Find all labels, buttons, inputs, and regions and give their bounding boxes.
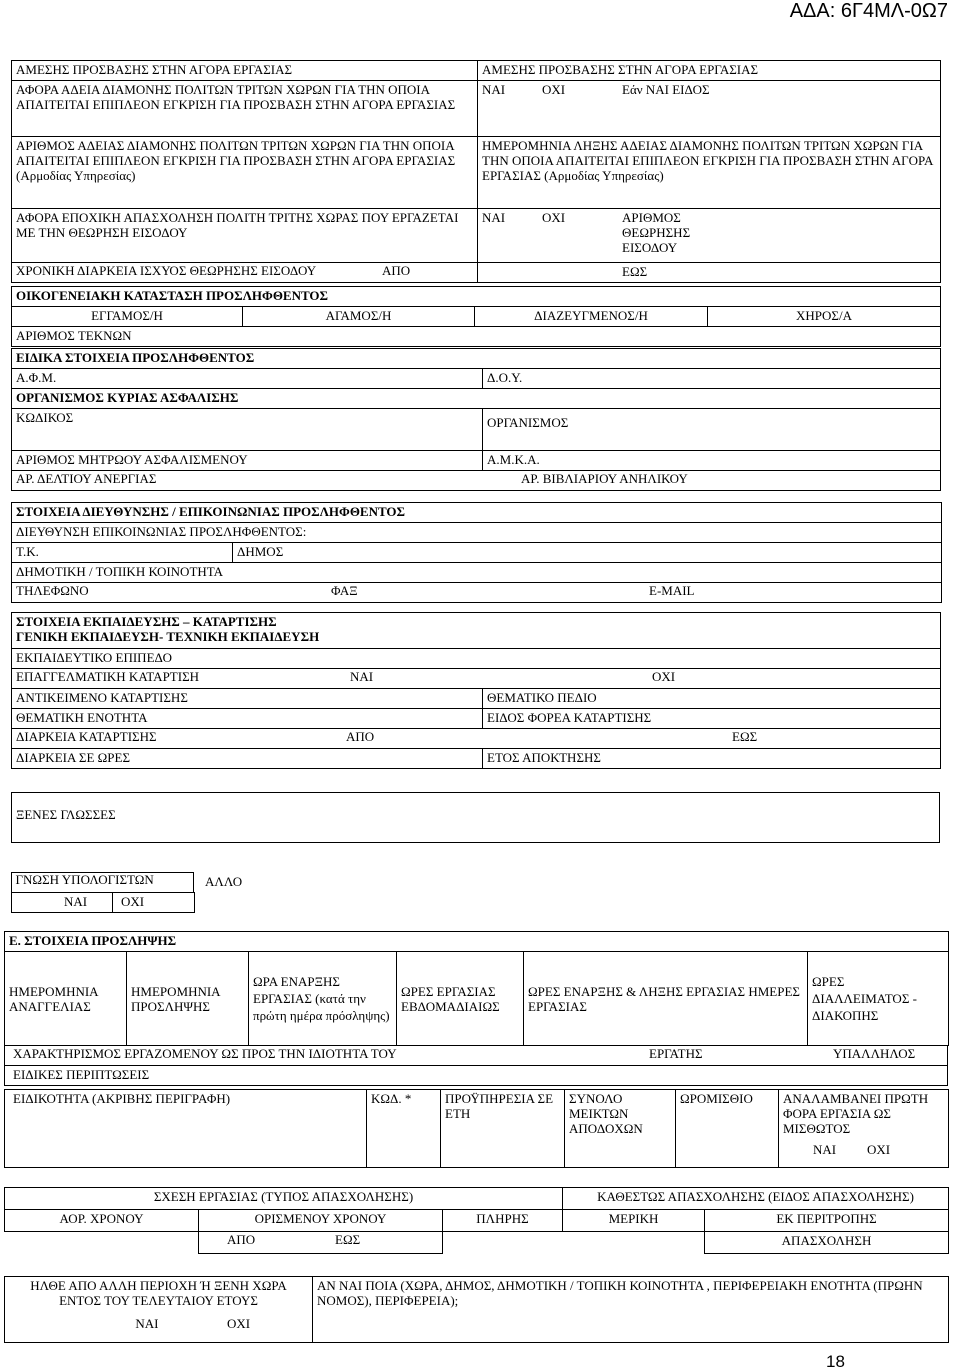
contact-address-label: ΔΙΕΥΘΥΝΣΗ ΕΠΙΚΟΙΝΩΝΙΑΣ ΠΡΟΣΛΗΦΘΕΝΤΟΣ: [12, 523, 942, 543]
specialty-label: ΕΙΔΙΚΟΤΗΤΑ (ΑΚΡΙΒΗΣ ΠΕΡΙΓΡΑΦΗ) [5, 1090, 367, 1168]
which-label: ΑΝ ΝΑΙ ΠΟΙΑ (ΧΩΡΑ, ΔΗΜΟΣ, ΔΗΜΟΤΙΚΗ / ΤΟΠΙΚΗ ΚΟΙΝΟΤΗΤΑ , ΠΕΡΙΦΕΡΕΙΑΚΗ ΕΝΟΤΗΤΑ (ΠΡΩΗΝ ΝΟΜΟΣ), ΠΕΡΙΦΕΡΕΙΑ); [313, 1277, 949, 1343]
specialty-table [4, 1089, 949, 1168]
break-label: ΩΡΕΣ ΔΙΑΛΛΕΙΜΑΤΟΣ - ΔΙΑΚΟΠΗΣ [808, 952, 949, 1046]
computer-yes[interactable]: ΝΑΙ [64, 893, 88, 909]
widowed-option[interactable]: ΧΗΡΟΣ/Α [708, 307, 941, 327]
minor-book-label: ΑΡ. ΒΙΒΛΙΑΡΙΟΥ ΑΝΗΛΙΚΟΥ [521, 471, 688, 486]
fixed-to: ΕΩΣ [335, 1232, 361, 1247]
duration-to: ΕΩΣ [732, 729, 758, 744]
hours-label: ΔΙΑΡΚΕΙΑ ΣΕ ΩΡΕΣ [12, 749, 483, 769]
indefinite-option[interactable]: ΑΟΡ. ΧΡΟΝΟΥ [5, 1210, 199, 1232]
registry-label: ΑΡΙΘΜΟΣ ΜΗΤΡΩΟΥ ΑΣΦΑΛΙΣΜΕΝΟΥ [12, 451, 483, 471]
vocational-yes[interactable]: ΝΑΙ [350, 669, 374, 684]
came-from-no[interactable]: ΟΧΙ [226, 1316, 251, 1331]
children-label: ΑΡΙΘΜΟΣ ΤΕΚΝΩΝ [12, 327, 941, 347]
special-title: ΕΙΔΙΚΑ ΣΤΟΙΧΕΙΑ ΠΡΟΣΛΗΦΘΕΝΤΟΣ [12, 349, 941, 369]
afm-label: Α.Φ.Μ. [12, 369, 483, 389]
employment-table [4, 1187, 949, 1254]
address-title: ΣΤΟΙΧΕΙΑ ΔΙΕΥΘΥΝΣΗΣ / ΕΠΙΚΟΙΝΩΝΙΑΣ ΠΡΟΣΛΗΦΘΕΝΤΟΣ [12, 503, 942, 523]
duration-from: ΑΠΟ [346, 729, 375, 744]
address-table [11, 502, 942, 603]
unit-label: ΘΕΜΑΤΙΚΗ ΕΝΟΤΗΤΑ [12, 709, 483, 729]
total-pay-label: ΣΥΝΟΛΟ ΜΕΙΚΤΩΝ ΑΠΟΔΟΧΩΝ [565, 1090, 676, 1168]
education-level-label: ΕΚΠΑΙΔΕΥΤΙΚΟ ΕΠΙΠΕΔΟ [12, 649, 941, 669]
divorced-option[interactable]: ΔΙΑΖΕΥΓΜΕΝΟΣ/Η [475, 307, 708, 327]
email-label: E-MAIL [649, 583, 695, 598]
vocational-label: ΕΠΑΓΓΕΛΜΑΤΙΚΗ ΚΑΤΑΡΤΙΣΗ [16, 669, 200, 684]
phone-label: ΤΗΛΕΦΩΝΟ [16, 583, 89, 598]
education-table [11, 612, 941, 769]
visa-to: ΕΩΣ [622, 264, 648, 279]
insurance-title: ΟΡΓΑΝΙΣΜΟΣ ΚΥΡΙΑΣ ΑΣΦΑΛΙΣΗΣ [12, 389, 941, 409]
special-cases-label: ΕΙΔΙΚΕΣ ΠΕΡΙΠΤΩΣΕΙΣ [5, 1066, 948, 1086]
family-title: ΟΙΚΟΓΕΝΕΙΑΚΗ ΚΑΤΑΣΤΑΣΗ ΠΡΟΣΛΗΦΘΕΝΤΟΣ [12, 287, 941, 307]
visa-number-label: ΑΡΙΘΜΟΣ ΘΕΩΡΗΣΗΣ ΕΙΣΟΔΟΥ [622, 210, 691, 255]
computer-no[interactable]: ΟΧΙ [121, 893, 145, 909]
hourly-label: ΩΡΟΜΙΣΘΙΟ [676, 1090, 779, 1168]
experience-label: ΠΡΟΫΠΗΡΕΣΙΑ ΣΕ ΕΤΗ [441, 1090, 565, 1168]
code-label: ΚΩΔ. * [367, 1090, 441, 1168]
full-option[interactable]: ΠΛΗΡΗΣ [443, 1210, 563, 1232]
announce-date-label: ΗΜΕΡΟΜΗΝΙΑ ΑΝΑΓΓΕΛΙΑΣ [5, 952, 127, 1046]
first-job-no[interactable]: ΟΧΙ [867, 1142, 891, 1157]
access-label: ΑΜΕΣΗΣ ΠΡΟΣΒΑΣΗΣ ΣΤΗΝ ΑΓΟΡΑ ΕΡΓΑΣΙΑΣ [12, 61, 478, 81]
first-job-label: ΑΝΑΛΑΜΒΑΝΕΙ ΠΡΩΤΗ ΦΟΡΑ ΕΡΓΑΣΙΑ ΩΣ ΜΙΣΘΩΤΟΣ [783, 1091, 929, 1136]
municipality-label: ΔΗΜΟΣ [233, 543, 942, 563]
hiring-title: Ε. ΣΤΟΙΧΕΙΑ ΠΡΟΣΛΗΨΗΣ [5, 932, 949, 952]
permit-expiry-label: ΗΜΕΡΟΜΗΝΙΑ ΛΗΞΗΣ ΑΔΕΙΑΣ ΔΙΑΜΟΝΗΣ ΠΟΛΙΤΩΝ ΤΡΙΤΩΝ ΧΩΡΩΝ ΓΙΑ ΤΗΝ ΟΠΟΙΑ ΑΠΑΙΤΕΙΤΑΙ ΕΠΙΠΛΕΟΝ ΕΓΚΡΙΣΗ ΓΙΑ ΠΡΟΣΒΑΣΗ ΣΤΗΝ ΑΓΟΡΑ ΕΡΓΑΣΙΑΣ (Αρμοδίας Υπηρεσίας) [478, 137, 941, 209]
weekly-hours-label: ΩΡΕΣ ΕΡΓΑΣΙΑΣ ΕΒΔΟΜΑΔΙΑΙΩΣ [397, 952, 524, 1046]
seasonal-label: ΑΦΟΡΑ ΕΠΟΧΙΚΗ ΑΠΑΣΧΟΛΗΣΗ ΠΟΛΙΤΗ ΤΡΙΤΗΣ ΧΩΡΑΣ ΠΟΥ ΕΡΓΑΖΕΤΑΙ ΜΕ ΤΗΝ ΘΕΩΡΗΣΗ ΕΙΣΟΔΟΥ [12, 209, 478, 263]
origin-table [4, 1276, 949, 1343]
if-yes-label: Εάν ΝΑΙ ΕΙΔΟΣ [622, 82, 710, 97]
seasonal-yes[interactable]: ΝΑΙ [482, 210, 506, 225]
access-table [11, 60, 941, 283]
insurance-code-label: ΚΩΔΙΚΟΣ [12, 409, 483, 451]
fixed-option[interactable]: ΟΡΙΣΜΕΝΟΥ ΧΡΟΝΟΥ [199, 1210, 443, 1232]
came-from-yes[interactable]: ΝΑΙ [135, 1316, 159, 1331]
seasonal-no[interactable]: ΟΧΙ [542, 210, 566, 225]
languages-table [11, 792, 940, 843]
fax-label: ΦΑΞ [331, 583, 358, 598]
unemployment-label: ΑΡ. ΔΕΛΤΙΟΥ ΑΝΕΡΓΙΑΣ [16, 471, 157, 486]
status-label: ΚΑΘΕΣΤΩΣ ΑΠΑΣΧΟΛΗΣΗΣ (ΕΙΔΟΣ ΑΠΑΣΧΟΛΗΣΗΣ) [563, 1188, 949, 1210]
worker-option[interactable]: ΕΡΓΑΤΗΣ [649, 1046, 703, 1061]
first-job-yes[interactable]: ΝΑΙ [813, 1142, 837, 1157]
ada-code: ΑΔΑ: 6Γ4ΜΛ-0Ω7 [789, 0, 948, 22]
permit-label: ΑΦΟΡΑ ΑΔΕΙΑ ΔΙΑΜΟΝΗΣ ΠΟΛΙΤΩΝ ΤΡΙΤΩΝ ΧΩΡΩΝ ΓΙΑ ΤΗΝ ΟΠΟΙΑ ΑΠΑΙΤΕΙΤΑΙ ΕΠΙΠΛΕΟΝ ΕΓΚΡΙΣΗ ΓΙΑ ΠΡΟΣΒΑΣΗ ΣΤΗΝ ΑΓΟΡΑ ΕΡΓΑΣΙΑΣ [12, 81, 478, 137]
start-time-label: ΩΡΑ ΕΝΑΡΞΗΣ ΕΡΓΑΣΙΑΣ (κατά την πρώτη ημέρα πρόσληψης) [249, 952, 397, 1046]
education-title-2: ΓΕΝΙΚΗ ΕΚΠΑΙΔΕΥΣΗ- ΤΕΧΝΙΚΗ ΕΚΠΑΙΔΕΥΣΗ [16, 629, 320, 644]
page-number: 18 [826, 1352, 845, 1371]
amka-label: Α.Μ.Κ.Α. [483, 451, 941, 471]
characterization-label: ΧΑΡΑΚΤΗΡΙΣΜΟΣ ΕΡΓΑΖΟΜΕΝΟΥ ΩΣ ΠΡΟΣ ΤΗΝ ΙΔΙΟΤΗΤΑ ΤΟΥ [13, 1046, 397, 1061]
field-label: ΘΕΜΑΤΙΚΟ ΠΕΔΙΟ [483, 689, 941, 709]
duration-label: ΔΙΑΡΚΕΙΑ ΚΑΤΑΡΤΙΣΗΣ [16, 729, 157, 744]
hire-date-label: ΗΜΕΡΟΜΗΝΙΑ ΠΡΟΣΛΗΨΗΣ [127, 952, 249, 1046]
community-label: ΔΗΜΟΤΙΚΗ / ΤΟΠΙΚΗ ΚΟΙΝΟΤΗΤΑ [12, 563, 942, 583]
computer-label: ΓΝΩΣΗ ΥΠΟΛΟΓΙΣΤΩΝ [15, 872, 154, 887]
provider-label: ΕΙΔΟΣ ΦΟΡΕΑ ΚΑΤΑΡΤΙΣΗΣ [483, 709, 941, 729]
other-label: ΑΛΛΟ [205, 874, 243, 889]
family-table [11, 286, 941, 347]
visa-duration-label: ΧΡΟΝΙΚΗ ΔΙΑΡΚΕΙΑ ΙΣΧΥΟΣ ΘΕΩΡΗΣΗΣ ΕΙΣΟΔΟΥ [16, 263, 317, 278]
relation-label: ΣΧΕΣΗ ΕΡΓΑΣΙΑΣ (ΤΥΠΟΣ ΑΠΑΣΧΟΛΗΣΗΣ) [5, 1188, 563, 1210]
rotation-employment: ΑΠΑΣΧΟΛΗΣΗ [705, 1232, 949, 1254]
rotation-option[interactable]: ΕΚ ΠΕΡΙΤΡΟΠΗΣ [705, 1210, 949, 1232]
doy-label: Δ.Ο.Υ. [483, 369, 941, 389]
fixed-from: ΑΠΟ [227, 1232, 256, 1247]
insurance-org-label: ΟΡΓΑΝΙΣΜΟΣ [483, 409, 941, 451]
no-option[interactable]: ΟΧΙ [542, 82, 566, 97]
vocational-no[interactable]: ΟΧΙ [652, 669, 676, 684]
special-table [11, 348, 941, 491]
postal-label: Τ.Κ. [12, 543, 233, 563]
hiring-table [4, 931, 949, 1046]
languages-label: ΞΕΝΕΣ ΓΛΩΣΣΕΣ [12, 793, 940, 843]
education-title-1: ΣΤΟΙΧΕΙΑ ΕΚΠΑΙΔΕΥΣΗΣ – ΚΑΤΑΡΤΙΣΗΣ [16, 614, 277, 629]
married-option[interactable]: ΕΓΓΑΜΟΣ/Η [12, 307, 243, 327]
subject-label: ΑΝΤΙΚΕΙΜΕΝΟ ΚΑΤΑΡΤΙΣΗΣ [12, 689, 483, 709]
hiring-table-2 [4, 1045, 948, 1086]
came-from-label: ΗΛΘΕ ΑΠΟ ΑΛΛΗ ΠΕΡΙΟΧΗ Ή ΞΕΝΗ ΧΩΡΑ ΕΝΤΟΣ ΤΟΥ ΤΕΛΕΥΤΑΙΟΥ ΕΤΟΥΣ [30, 1278, 287, 1308]
employee-option[interactable]: ΥΠΑΛΛΗΛΟΣ [833, 1046, 916, 1061]
yes-option[interactable]: ΝΑΙ [482, 82, 506, 97]
permit-number-label: ΑΡΙΘΜΟΣ ΑΔΕΙΑΣ ΔΙΑΜΟΝΗΣ ΠΟΛΙΤΩΝ ΤΡΙΤΩΝ ΧΩΡΩΝ ΓΙΑ ΤΗΝ ΟΠΟΙΑ ΑΠΑΙΤΕΙΤΑΙ ΕΠΙΠΛΕΟΝ ΕΓΚΡΙΣΗ ΓΙΑ ΠΡΟΣΒΑΣΗ ΣΤΗΝ ΑΓΟΡΑ ΕΡΓΑΣΙΑΣ (Αρμοδίας Υπηρεσίας) [12, 137, 478, 209]
partial-option[interactable]: ΜΕΡΙΚΗ [563, 1210, 705, 1232]
start-end-label: ΩΡΕΣ ΕΝΑΡΞΗΣ & ΛΗΞΗΣ ΕΡΓΑΣΙΑΣ ΗΜΕΡΕΣ ΕΡΓΑΣΙΑΣ [524, 952, 808, 1046]
single-option[interactable]: ΑΓΑΜΟΣ/Η [243, 307, 475, 327]
year-label: ΕΤΟΣ ΑΠΟΚΤΗΣΗΣ [483, 749, 941, 769]
visa-from: ΑΠΟ [382, 263, 411, 278]
access-value: ΑΜΕΣΗΣ ΠΡΟΣΒΑΣΗΣ ΣΤΗΝ ΑΓΟΡΑ ΕΡΓΑΣΙΑΣ [478, 61, 941, 81]
